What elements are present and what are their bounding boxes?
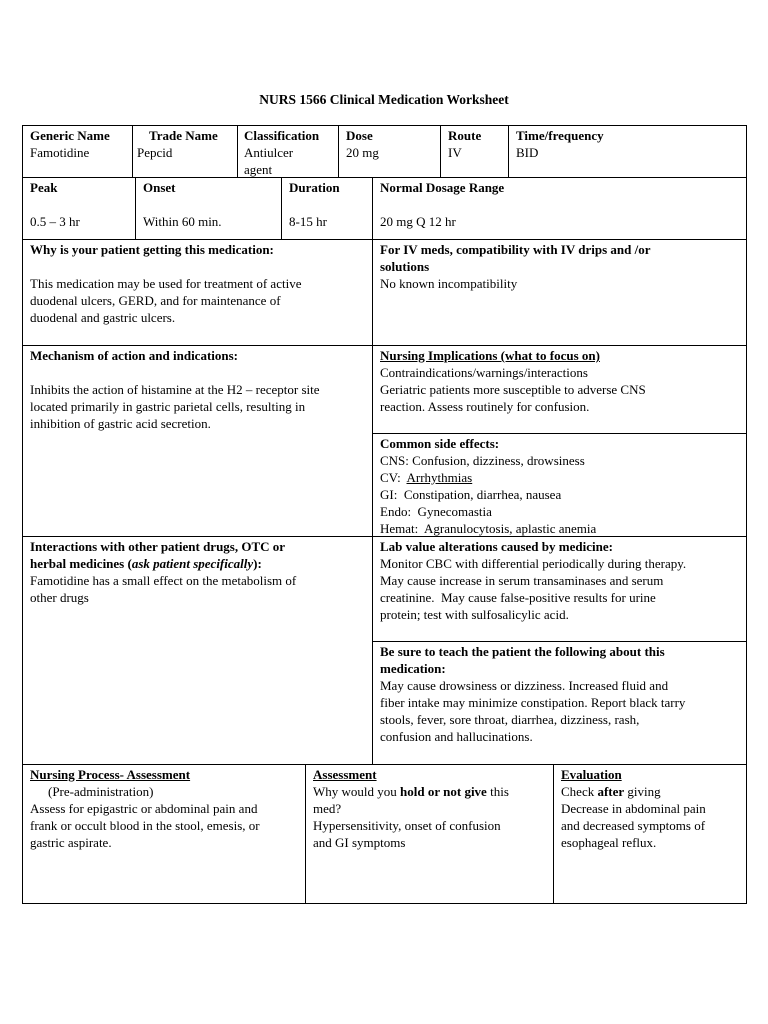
patient-teaching-cell bbox=[372, 641, 747, 765]
nursing-process-label: Nursing Process- Assessment bbox=[30, 767, 191, 782]
interactions-label-2b: ask patient specifically bbox=[131, 556, 254, 571]
nursing-process-line: frank or occult blood in the stool, emesis, or bbox=[30, 818, 260, 833]
lab-values-line: May cause increase in serum transaminases and serum bbox=[380, 573, 664, 588]
nursing-implications-line: Geriatric patients more susceptible to adverse CNS bbox=[380, 382, 646, 397]
interactions-label-1: Interactions with other patient drugs, OTC or bbox=[30, 539, 286, 554]
nursing-process-line: Assess for epigastric or abdominal pain and bbox=[30, 801, 258, 816]
interactions-label-2 bbox=[30, 555, 366, 572]
why-line: This medication may be used for treatment of active bbox=[30, 276, 302, 291]
why-line: duodenal ulcers, GERD, and for maintenance of bbox=[30, 293, 281, 308]
assessment-line: and GI symptoms bbox=[313, 835, 406, 850]
assessment-line: Hypersensitivity, onset of confusion bbox=[313, 818, 501, 833]
patient-teaching-line: fiber intake may minimize constipation. Report black tarry bbox=[380, 695, 686, 710]
route-label: Route bbox=[448, 128, 482, 143]
side-effects-cell bbox=[372, 433, 747, 537]
side-effect-cv-prefix: CV: bbox=[380, 470, 407, 485]
lab-values-cell bbox=[372, 536, 747, 642]
evaluation-label: Evaluation bbox=[561, 767, 622, 782]
nursing-process-cell bbox=[22, 764, 306, 904]
duration-cell bbox=[281, 177, 373, 240]
iv-value: No known incompatibility bbox=[380, 276, 518, 291]
interactions-label-2a: herbal medicines ( bbox=[30, 556, 132, 571]
dose-value: 20 mg bbox=[346, 145, 379, 160]
dose-cell bbox=[338, 125, 441, 178]
dosage-range-cell bbox=[372, 177, 747, 240]
assessment-question bbox=[313, 783, 547, 800]
dose-label: Dose bbox=[346, 128, 373, 143]
patient-teaching-line: stools, fever, sore throat, diarrhea, dizziness, rash, bbox=[380, 712, 640, 727]
classification-value-2: agent bbox=[244, 162, 273, 177]
trade-name-label: Trade Name bbox=[149, 128, 218, 143]
generic-name-label: Generic Name bbox=[30, 128, 110, 143]
evaluation-line: Decrease in abdominal pain bbox=[561, 801, 706, 816]
side-effect-gi: GI: Constipation, diarrhea, nausea bbox=[380, 487, 562, 502]
evaluation-c-c: giving bbox=[624, 784, 661, 799]
nursing-implications-label: Nursing Implications (what to focus on) bbox=[380, 348, 600, 363]
iv-compatibility-cell bbox=[372, 239, 747, 346]
route-cell bbox=[440, 125, 509, 178]
peak-label: Peak bbox=[30, 180, 58, 195]
classification-cell bbox=[237, 125, 339, 178]
iv-label-2: solutions bbox=[380, 259, 430, 274]
route-value: IV bbox=[448, 145, 462, 160]
time-frequency-label: Time/frequency bbox=[516, 128, 604, 143]
lab-values-label: Lab value alterations caused by medicine: bbox=[380, 539, 613, 554]
peak-cell bbox=[22, 177, 136, 240]
lab-values-line: creatinine. May cause false-positive results for urine bbox=[380, 590, 656, 605]
mechanism-line: Inhibits the action of histamine at the H2 – receptor site bbox=[30, 382, 320, 397]
side-effect-hemat: Hemat: Agranulocytosis, aplastic anemia bbox=[380, 521, 597, 536]
trade-name-value: Pepcid bbox=[137, 145, 173, 160]
side-effect-endo: Endo: Gynecomastia bbox=[380, 504, 492, 519]
mechanism-cell bbox=[22, 345, 373, 537]
patient-teaching-label-2: medication: bbox=[380, 661, 446, 676]
peak-value: 0.5 – 3 hr bbox=[30, 214, 80, 229]
dosage-range-label: Normal Dosage Range bbox=[380, 180, 505, 195]
classification-label: Classification bbox=[244, 128, 320, 143]
iv-label-1: For IV meds, compatibility with IV drips and /or bbox=[380, 242, 651, 257]
interactions-line: Famotidine has a small effect on the metabolism of bbox=[30, 573, 297, 588]
dosage-range-value: 20 mg Q 12 hr bbox=[380, 214, 456, 229]
worksheet-title: NURS 1566 Clinical Medication Worksheet bbox=[259, 92, 509, 107]
onset-label: Onset bbox=[143, 180, 176, 195]
onset-value: Within 60 min. bbox=[143, 214, 222, 229]
onset-cell bbox=[135, 177, 282, 240]
patient-teaching-line: confusion and hallucinations. bbox=[380, 729, 533, 744]
mechanism-line: inhibition of gastric acid secretion. bbox=[30, 416, 211, 431]
assessment-q-2: med? bbox=[313, 801, 342, 816]
duration-label: Duration bbox=[289, 180, 340, 195]
interactions-label-2c: ): bbox=[253, 556, 262, 571]
patient-teaching-label-1: Be sure to teach the patient the following about this bbox=[380, 644, 665, 659]
evaluation-cell bbox=[553, 764, 747, 904]
mechanism-label: Mechanism of action and indications: bbox=[30, 348, 239, 363]
patient-teaching-line: May cause drowsiness or dizziness. Increased fluid and bbox=[380, 678, 669, 693]
why-line: duodenal and gastric ulcers. bbox=[30, 310, 176, 325]
evaluation-check bbox=[561, 783, 740, 800]
time-frequency-value: BID bbox=[516, 145, 539, 160]
classification-value-1: Antiulcer bbox=[244, 145, 294, 160]
mechanism-line: located primarily in gastric parietal cells, resulting in bbox=[30, 399, 306, 414]
nursing-process-sub: (Pre-administration) bbox=[48, 784, 154, 799]
assessment-label: Assessment bbox=[313, 767, 377, 782]
side-effect-cns: CNS: Confusion, dizziness, drowsiness bbox=[380, 453, 585, 468]
evaluation-line: and decreased symptoms of bbox=[561, 818, 706, 833]
generic-name-cell bbox=[22, 125, 133, 178]
side-effect-cv bbox=[380, 469, 740, 486]
duration-value: 8-15 hr bbox=[289, 214, 327, 229]
interactions-line: other drugs bbox=[30, 590, 89, 605]
trade-name-cell bbox=[132, 125, 238, 178]
generic-name-value: Famotidine bbox=[30, 145, 90, 160]
side-effect-cv-value: Arrhythmias bbox=[406, 470, 473, 485]
assessment-q-c: this bbox=[486, 784, 509, 799]
why-cell bbox=[22, 239, 373, 346]
nursing-implications-cell bbox=[372, 345, 747, 434]
nursing-implications-line: Contraindications/warnings/interactions bbox=[380, 365, 588, 380]
time-frequency-cell bbox=[508, 125, 747, 178]
assessment-q-a: Why would you bbox=[313, 784, 401, 799]
interactions-cell bbox=[22, 536, 373, 765]
why-label: Why is your patient getting this medication: bbox=[30, 242, 274, 257]
evaluation-c-b: after bbox=[597, 784, 625, 799]
assessment-cell bbox=[305, 764, 554, 904]
lab-values-line: protein; test with sulfosalicylic acid. bbox=[380, 607, 569, 622]
evaluation-line: esophageal reflux. bbox=[561, 835, 657, 850]
assessment-q-b: hold or not give bbox=[400, 784, 487, 799]
lab-values-line: Monitor CBC with differential periodically during therapy. bbox=[380, 556, 687, 571]
side-effects-label: Common side effects: bbox=[380, 436, 500, 451]
nursing-process-line: gastric aspirate. bbox=[30, 835, 112, 850]
nursing-implications-line: reaction. Assess routinely for confusion. bbox=[380, 399, 590, 414]
evaluation-c-a: Check bbox=[561, 784, 598, 799]
